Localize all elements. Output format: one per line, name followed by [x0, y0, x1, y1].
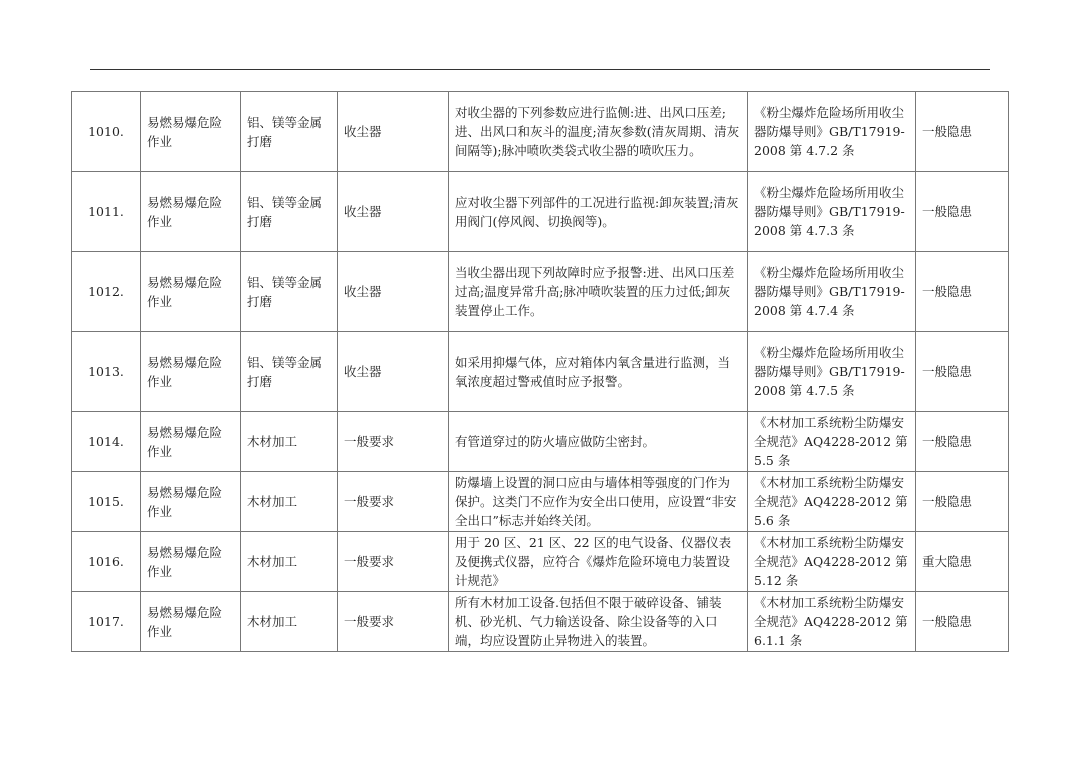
row-level: 一般隐患 — [916, 472, 1009, 532]
row-item: 收尘器 — [338, 172, 449, 252]
table-row — [72, 252, 1009, 332]
row-item: 一般要求 — [338, 532, 449, 592]
table-row — [72, 472, 1009, 532]
row-id: 1015. — [72, 472, 141, 532]
row-reference: 《木材加工系统粉尘防爆安全规范》AQ4228-2012 第 6.1.1 条 — [748, 592, 916, 652]
row-subcategory: 铝、镁等金属打磨 — [241, 172, 338, 252]
row-category: 易燃易爆危险作业 — [141, 532, 241, 592]
row-reference: 《粉尘爆炸危险场所用收尘器防爆导则》GB/T17919-2008 第 4.7.3 条 — [748, 172, 916, 252]
row-reference: 《粉尘爆炸危险场所用收尘器防爆导则》GB/T17919-2008 第 4.7.4 条 — [748, 252, 916, 332]
row-category: 易燃易爆危险作业 — [141, 592, 241, 652]
row-subcategory: 铝、镁等金属打磨 — [241, 332, 338, 412]
row-requirement: 当收尘器出现下列故障时应予报警:进、出风口压差过高;温度异常升高;脉冲喷吹装置的压力过低;卸灰装置停止工作。 — [449, 252, 748, 332]
row-level: 一般隐患 — [916, 172, 1009, 252]
row-level: 一般隐患 — [916, 92, 1009, 172]
row-subcategory: 木材加工 — [241, 472, 338, 532]
row-requirement: 应对收尘器下列部件的工况进行监视:卸灰装置;清灰用阀门(停风阀、切换阀等)。 — [449, 172, 748, 252]
table-row — [72, 532, 1009, 592]
table-row — [72, 332, 1009, 412]
table-row — [72, 92, 1009, 172]
row-reference: 《木材加工系统粉尘防爆安全规范》AQ4228-2012 第 5.12 条 — [748, 532, 916, 592]
row-requirement: 有管道穿过的防火墙应做防尘密封。 — [449, 412, 748, 472]
row-subcategory: 铝、镁等金属打磨 — [241, 92, 338, 172]
row-requirement: 防爆墙上设置的洞口应由与墙体相等强度的门作为保护。这类门不应作为安全出口使用，应设置“非安全出口”标志并始终关闭。 — [449, 472, 748, 532]
row-subcategory: 木材加工 — [241, 412, 338, 472]
table-row — [72, 412, 1009, 472]
row-requirement: 用于 20 区、21 区、22 区的电气设备、仪器仪表及便携式仪器，应符合《爆炸危险环境电力装置设计规范》 — [449, 532, 748, 592]
header-rule — [90, 69, 990, 70]
row-item: 收尘器 — [338, 332, 449, 412]
table-row — [72, 172, 1009, 252]
row-reference: 《粉尘爆炸危险场所用收尘器防爆导则》GB/T17919-2008 第 4.7.5 条 — [748, 332, 916, 412]
row-id: 1016. — [72, 532, 141, 592]
row-category: 易燃易爆危险作业 — [141, 412, 241, 472]
row-subcategory: 木材加工 — [241, 592, 338, 652]
row-id: 1011. — [72, 172, 141, 252]
row-id: 1014. — [72, 412, 141, 472]
hazard-table — [71, 91, 1009, 652]
row-level: 一般隐患 — [916, 332, 1009, 412]
row-item: 收尘器 — [338, 252, 449, 332]
row-level: 一般隐患 — [916, 412, 1009, 472]
row-category: 易燃易爆危险作业 — [141, 332, 241, 412]
row-subcategory: 铝、镁等金属打磨 — [241, 252, 338, 332]
row-id: 1010. — [72, 92, 141, 172]
row-requirement: 如采用抑爆气体，应对箱体内氧含量进行监测，当氧浓度超过警戒值时应予报警。 — [449, 332, 748, 412]
row-item: 一般要求 — [338, 472, 449, 532]
row-id: 1012. — [72, 252, 141, 332]
row-reference: 《木材加工系统粉尘防爆安全规范》AQ4228-2012 第 5.6 条 — [748, 472, 916, 532]
row-category: 易燃易爆危险作业 — [141, 252, 241, 332]
table-row — [72, 592, 1009, 652]
row-level: 一般隐患 — [916, 592, 1009, 652]
row-item: 收尘器 — [338, 92, 449, 172]
row-category: 易燃易爆危险作业 — [141, 92, 241, 172]
row-item: 一般要求 — [338, 412, 449, 472]
row-category: 易燃易爆危险作业 — [141, 472, 241, 532]
row-level: 重大隐患 — [916, 532, 1009, 592]
row-item: 一般要求 — [338, 592, 449, 652]
row-category: 易燃易爆危险作业 — [141, 172, 241, 252]
row-id: 1017. — [72, 592, 141, 652]
row-subcategory: 木材加工 — [241, 532, 338, 592]
row-requirement: 对收尘器的下列参数应进行监侧:进、出风口压差;进、出风口和灰斗的温度;清灰参数(清灰周期、清灰间隔等);脉冲喷吹类袋式收尘器的喷吹压力。 — [449, 92, 748, 172]
row-reference: 《粉尘爆炸危险场所用收尘器防爆导则》GB/T17919-2008 第 4.7.2 条 — [748, 92, 916, 172]
row-requirement: 所有木材加工设备.包括但不限于破碎设备、铺装机、砂光机、气力输送设备、除尘设备等的入口端，均应设置防止异物进入的装置。 — [449, 592, 748, 652]
row-level: 一般隐患 — [916, 252, 1009, 332]
row-id: 1013. — [72, 332, 141, 412]
row-reference: 《木材加工系统粉尘防爆安全规范》AQ4228-2012 第 5.5 条 — [748, 412, 916, 472]
